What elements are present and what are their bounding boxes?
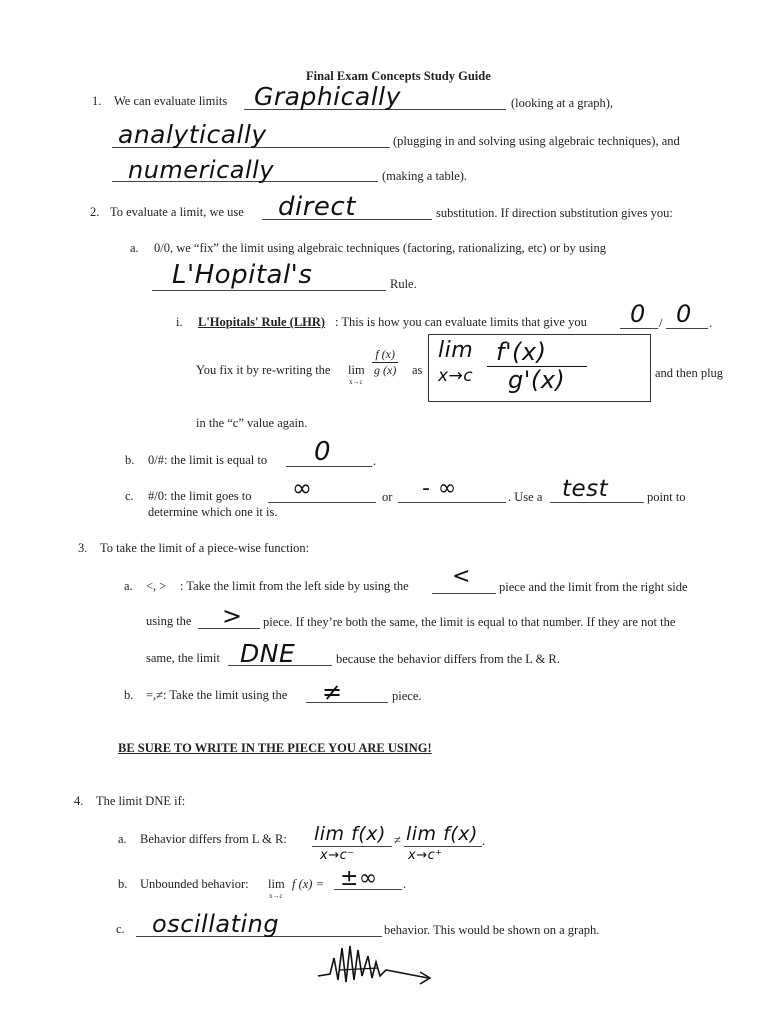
q4a-lim2-handwriting: lim f(x) <box>406 823 478 845</box>
q2i-lim-sub: x→c <box>349 378 363 386</box>
q2i-label: i. <box>176 315 183 329</box>
q2c-answer3-handwriting: test <box>562 476 609 502</box>
q4a-neq: ≠ <box>394 833 401 847</box>
q4a-sub2-handwriting: x→c⁺ <box>408 848 443 863</box>
q3b-text2: piece. <box>392 689 422 703</box>
q1-number: 1. <box>92 94 102 108</box>
q3a-label: a. <box>124 579 133 593</box>
q2b-end: . <box>373 454 377 468</box>
q2c-or: or <box>382 490 393 504</box>
q4-text: The limit DNE if: <box>96 794 186 808</box>
q3b-answer-line <box>306 702 388 703</box>
q3a-text2: piece and the limit from the right side <box>499 580 688 594</box>
q3a-answer3-handwriting: DNE <box>240 639 296 668</box>
q2i-den: g (x) <box>374 363 397 377</box>
q2i-answer1-line <box>620 328 658 329</box>
q3a-answer2-handwriting: > <box>222 602 243 630</box>
q4b-end: . <box>403 877 407 891</box>
q1-answer2-handwriting: analytically <box>118 120 267 149</box>
q1-text: We can evaluate limits <box>114 94 228 108</box>
q4b-fx: f (x) = <box>292 877 325 891</box>
q3a-text3: piece. If they’re both the same, the limit is equal to that number. If they are not the <box>263 615 676 629</box>
q4c-answer-handwriting: oscillating <box>152 910 280 938</box>
q1-note2: (plugging in and solving using algebraic techniques), and <box>393 134 680 148</box>
q2c-answer3-line <box>550 502 644 503</box>
page-title: Final Exam Concepts Study Guide <box>306 69 491 83</box>
q3a-text4: because the behavior differs from the L & R. <box>336 652 560 666</box>
q2-answer-handwriting: direct <box>278 192 356 222</box>
q4c-text: behavior. This would be shown on a graph. <box>384 923 600 937</box>
q3a-sym: <, > <box>146 579 167 593</box>
q4c-label: c. <box>116 922 125 936</box>
q4a-label: a. <box>118 832 127 846</box>
q3a-same: same, the limit <box>146 651 220 665</box>
q2b-answer-handwriting: 0 <box>314 437 332 467</box>
q4a-text: Behavior differs from L & R: <box>140 832 287 846</box>
q2a-text2: Rule. <box>390 277 417 291</box>
q2-text2: substitution. If direction substitution gives you: <box>436 206 673 220</box>
q2c-line2: determine which one it is. <box>148 505 278 519</box>
q2i-answer2-line <box>666 328 708 329</box>
q2i-fraction <box>372 347 398 378</box>
q2i-fix-text: You fix it by re-writing the <box>196 363 331 377</box>
q3a-text: : Take the limit from the left side by using the <box>180 579 409 593</box>
q2c-after: point to <box>647 490 686 504</box>
q2c-text: #/0: the limit goes to <box>148 489 252 503</box>
q2-text: To evaluate a limit, we use <box>110 205 244 219</box>
q2i-sep: / <box>659 316 663 330</box>
q4a-lim2-line <box>404 846 482 847</box>
q4b-text: Unbounded behavior: <box>140 877 249 891</box>
oscillation-sketch-icon <box>316 940 436 990</box>
q1-note1: (looking at a graph), <box>511 96 614 110</box>
q2i-line2: in the “c” value again. <box>196 416 308 430</box>
q2i-after: and then plug <box>655 366 724 380</box>
q2c-answer2-handwriting: - ∞ <box>422 476 457 501</box>
q2i-text: : This is how you can evaluate limits that give you <box>335 315 587 329</box>
q2c-answer2-line <box>398 502 506 503</box>
q2i-box-lim: lim <box>438 338 474 363</box>
q4a-lim1-handwriting: lim f(x) <box>314 823 386 845</box>
q2i-lim: lim <box>348 363 365 377</box>
q2i-box-num: f'(x) <box>496 338 547 366</box>
q2i-num: f (x) <box>372 347 398 363</box>
q3-warning: BE SURE TO WRITE IN THE PIECE YOU ARE USING! <box>118 741 432 755</box>
q2i-end: . <box>709 316 713 330</box>
q4a-end: . <box>482 834 486 848</box>
q2a-answer-line <box>152 290 386 291</box>
q3a-answer1-handwriting: < <box>452 564 471 589</box>
q3b-text: =,≠: Take the limit using the <box>146 688 288 702</box>
q2a-text: 0/0, we “fix” the limit using algebraic techniques (factoring, rationalizing, etc) or by using <box>154 241 606 255</box>
q4a-sub1-handwriting: x→c⁻ <box>320 848 355 863</box>
q2i-box-sub: x→c <box>438 366 474 386</box>
q4a-lim1-line <box>312 846 392 847</box>
q2b-label: b. <box>125 453 135 467</box>
q2a-answer-handwriting: L'Hopital's <box>172 260 313 290</box>
q4b-lim: lim <box>268 877 285 891</box>
q3b-label: b. <box>124 688 134 702</box>
q3b-answer-handwriting: ≠ <box>322 678 343 706</box>
q2c-answer1-handwriting: ∞ <box>292 474 313 502</box>
q2-number: 2. <box>90 205 100 219</box>
q1-answer3-handwriting: numerically <box>128 156 275 184</box>
q3a-using: using the <box>146 614 192 628</box>
q4b-label: b. <box>118 877 128 891</box>
q4-number: 4. <box>74 794 84 808</box>
q2i-answer1-handwriting: 0 <box>630 300 646 328</box>
q3-number: 3. <box>78 541 88 555</box>
q1-note3: (making a table). <box>382 169 468 183</box>
q3-text: To take the limit of a piece-wise function: <box>100 541 310 555</box>
q2i-as: as <box>412 363 423 377</box>
q2a-label: a. <box>130 241 139 255</box>
q3a-answer1-line <box>432 593 496 594</box>
q2c-label: c. <box>125 489 134 503</box>
q2i-title: L'Hopitals' Rule (LHR) <box>198 315 326 329</box>
q2b-text: 0/#: the limit is equal to <box>148 453 268 467</box>
q2c-answer1-line <box>268 502 376 503</box>
q4b-sub: x→c <box>269 892 283 900</box>
q2i-box-den: g'(x) <box>508 366 566 394</box>
q2c-use: . Use a <box>508 490 543 504</box>
q2i-box-fraction-bar <box>487 366 587 367</box>
q2i-answer2-handwriting: 0 <box>676 300 692 328</box>
q4b-answer-handwriting: ±∞ <box>340 866 378 891</box>
q1-answer1-handwriting: Graphically <box>254 82 401 111</box>
